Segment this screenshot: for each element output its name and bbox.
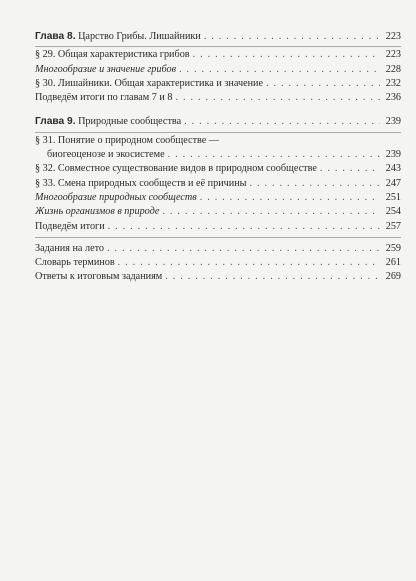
toc-entry-32 [35,162,401,176]
leader-dots [204,30,380,44]
toc-entry-page: 223 [385,49,401,61]
leader-dots [200,191,380,205]
chapter-9-label: Глава 9. [35,116,76,128]
leader-dots [165,270,380,284]
chapter-8-page: 223 [385,31,401,42]
toc-entry-text: § 33. Смена природных сообществ и её причины [35,177,247,189]
toc-entry-glossary [35,256,401,270]
leader-dots [320,162,380,176]
leader-dots [184,115,380,129]
toc-entry-page: 243 [385,163,401,175]
leader-dots [118,256,380,270]
chapter-8-title [35,30,201,44]
toc-entry-text: § 30. Лишайники. Общая характеристика и значение [35,77,264,89]
chapter-8-name: Царство Грибы. Лишайники [78,31,201,42]
toc-entry-text: Задания на лето [35,242,105,254]
leader-dots [162,205,380,219]
toc-entry-summer-tasks [35,242,401,256]
leader-dots [193,48,380,62]
leader-dots [250,177,380,191]
toc-entry-text: Подведём итоги по главам 7 и 8 [35,92,173,104]
toc-entry-text-continued: биогеоценозе и экосистеме [47,149,165,161]
toc-entry-31-continued [35,148,401,162]
chapter-9-name: Природные сообщества [78,116,182,128]
toc-entry-text: Словарь терминов [35,257,115,269]
toc-entry-29 [35,48,401,62]
toc-entry-answers [35,270,401,284]
toc-entry-page: 259 [385,242,401,254]
toc-entry-page: 228 [385,63,401,75]
chapter-8-label: Глава 8. [35,31,76,42]
toc-entry-33 [35,177,401,191]
toc-entry-text: § 32. Совместное существование видов в природном сообществе [35,163,317,175]
divider [35,132,401,133]
leader-dots [107,242,380,256]
toc-entry-page: 247 [385,177,401,189]
chapter-8-heading [35,30,401,44]
toc-entry-page: 261 [385,257,401,269]
toc-entry-page: 251 [385,191,401,203]
toc-entry-text: Многообразие природных сообществ [35,191,197,203]
leader-dots [168,148,380,162]
toc-entry-communities-diversity [35,191,401,205]
toc-entry-summary-9 [35,220,401,234]
leader-dots [266,77,380,91]
toc-entry-page: 239 [385,149,401,161]
toc-entry-organisms-life [35,205,401,219]
toc-entry-text: Подведём итоги [35,220,105,232]
toc-entry-summary-7-8 [35,91,401,105]
toc-entry-page: 269 [385,271,401,283]
toc-entry-31 [35,134,401,148]
chapter-9-title [35,115,181,129]
toc-entry-page: 232 [385,77,401,89]
divider [35,237,401,238]
toc-entry-fungi-diversity [35,63,401,77]
chapter-9-page: 239 [385,116,401,128]
divider [35,46,401,47]
toc-entry-text: Ответы к итоговым заданиям [35,271,163,283]
leader-dots [179,63,380,77]
table-of-contents [35,30,401,285]
toc-entry-page: 236 [385,92,401,104]
toc-entry-text: Жизнь организмов в природе [35,206,160,218]
chapter-9-heading [35,115,401,129]
toc-entry-text: Многообразие и значение грибов [35,63,177,75]
toc-entry-30 [35,77,401,91]
toc-entry-text: § 29. Общая характеристика грибов [35,49,190,61]
leader-dots [176,91,381,105]
toc-entry-page: 257 [385,220,401,232]
toc-entry-text: § 31. Понятие о природном сообществе — [35,134,220,146]
toc-entry-page: 254 [385,206,401,218]
leader-dots [108,220,380,234]
